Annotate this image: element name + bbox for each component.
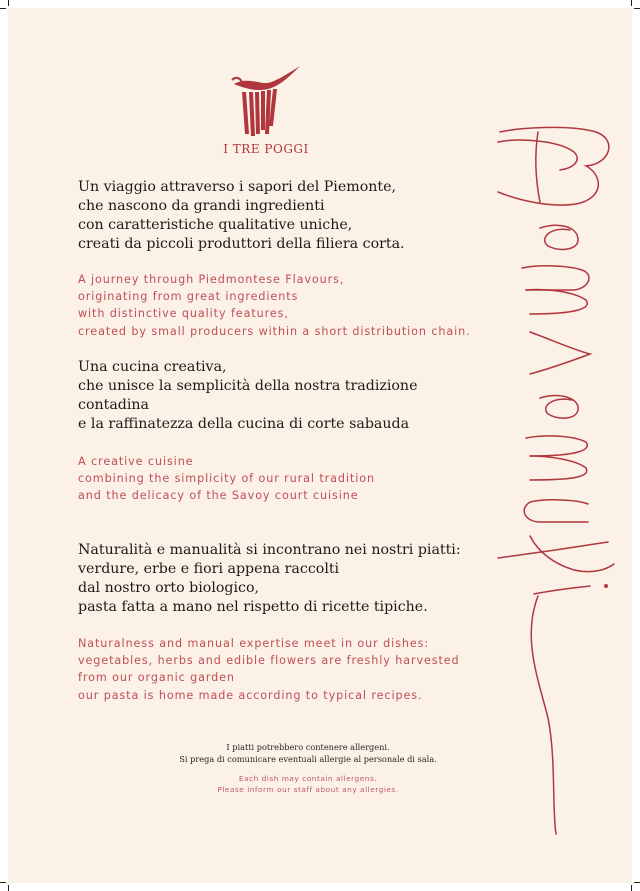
nature-english-line: vegetables, herbs and edible flowers are freshly harvested bbox=[78, 654, 460, 668]
intro-section bbox=[78, 178, 405, 254]
brand-logo bbox=[218, 64, 314, 156]
cuisine-section bbox=[78, 358, 417, 434]
crop-mark bbox=[631, 885, 632, 891]
brand-name: I TRE POGGI bbox=[223, 142, 309, 156]
cuisine-italian-line: che unisce la semplicità della nostra tradizione bbox=[78, 378, 418, 394]
crop-mark bbox=[0, 882, 6, 883]
allergen-english-line: Each dish may contain allergens. bbox=[238, 774, 378, 783]
nature-english-line: our pasta is home made according to typical recipes. bbox=[78, 688, 423, 702]
crop-mark bbox=[634, 8, 640, 9]
menu-page bbox=[8, 8, 632, 883]
crop-mark bbox=[8, 885, 9, 891]
cuisine-english-line: and the delicacy of the Savoy court cuisine bbox=[78, 489, 359, 503]
nature-section bbox=[78, 541, 461, 617]
intro-english-line: with distinctive quality features, bbox=[78, 307, 289, 321]
nature-italian-line: pasta fatta a mano nel rispetto di ricette tipiche. bbox=[78, 599, 428, 615]
intro-italian-line: che nascono da grandi ingredienti bbox=[78, 198, 325, 214]
cuisine-english bbox=[78, 453, 375, 505]
nature-english-line: Naturalness and manual expertise meet in our dishes: bbox=[78, 637, 430, 650]
nature-italian-line: verdure, erbe e fiori appena raccolti bbox=[78, 561, 340, 577]
cuisine-italian-line: contadina bbox=[78, 397, 149, 413]
intro-english-line: originating from great ingredients bbox=[78, 290, 299, 304]
crop-mark bbox=[0, 8, 6, 9]
three-columns-logo-icon bbox=[228, 64, 304, 140]
intro-english bbox=[78, 271, 471, 340]
nature-italian-line: Naturalità e manualità si incontrano nei nostri piatti: bbox=[78, 542, 461, 558]
intro-italian-line: creati da piccoli produttori della filiera corta. bbox=[78, 236, 405, 252]
allergen-italian-line: I piatti potrebbero contenere allergeni. bbox=[226, 742, 390, 752]
intro-english-line: created by small producers within a short distribution chain. bbox=[78, 324, 471, 338]
allergen-italian-line: Si prega di comunicare eventuali allergie al personale di sala. bbox=[179, 753, 437, 764]
allergen-notice-english bbox=[158, 774, 458, 795]
intro-italian-line: Un viaggio attraverso i sapori del Piemonte, bbox=[78, 179, 396, 195]
intro-english-line: A journey through Piedmontese Flavours, bbox=[78, 273, 345, 286]
welcome-script bbox=[478, 118, 628, 838]
cuisine-italian-line: Una cucina creativa, bbox=[78, 359, 227, 375]
nature-english-line: from our organic garden bbox=[78, 671, 235, 685]
intro-italian-line: con caratteristiche qualitative uniche, bbox=[78, 217, 353, 233]
crop-mark bbox=[634, 882, 640, 883]
crop-mark bbox=[8, 0, 9, 6]
cuisine-italian-line: e la raffinatezza della cucina di corte sabauda bbox=[78, 416, 410, 432]
allergen-english-line: Please inform our staff about any allergies. bbox=[217, 784, 399, 794]
nature-english bbox=[78, 635, 460, 704]
allergen-notice-italian bbox=[158, 742, 458, 765]
cuisine-english-line: combining the simplicity of our rural tradition bbox=[78, 472, 375, 486]
cuisine-english-line: A creative cuisine bbox=[78, 455, 194, 468]
crop-mark bbox=[631, 0, 632, 6]
nature-italian-line: dal nostro orto biologico, bbox=[78, 580, 260, 596]
